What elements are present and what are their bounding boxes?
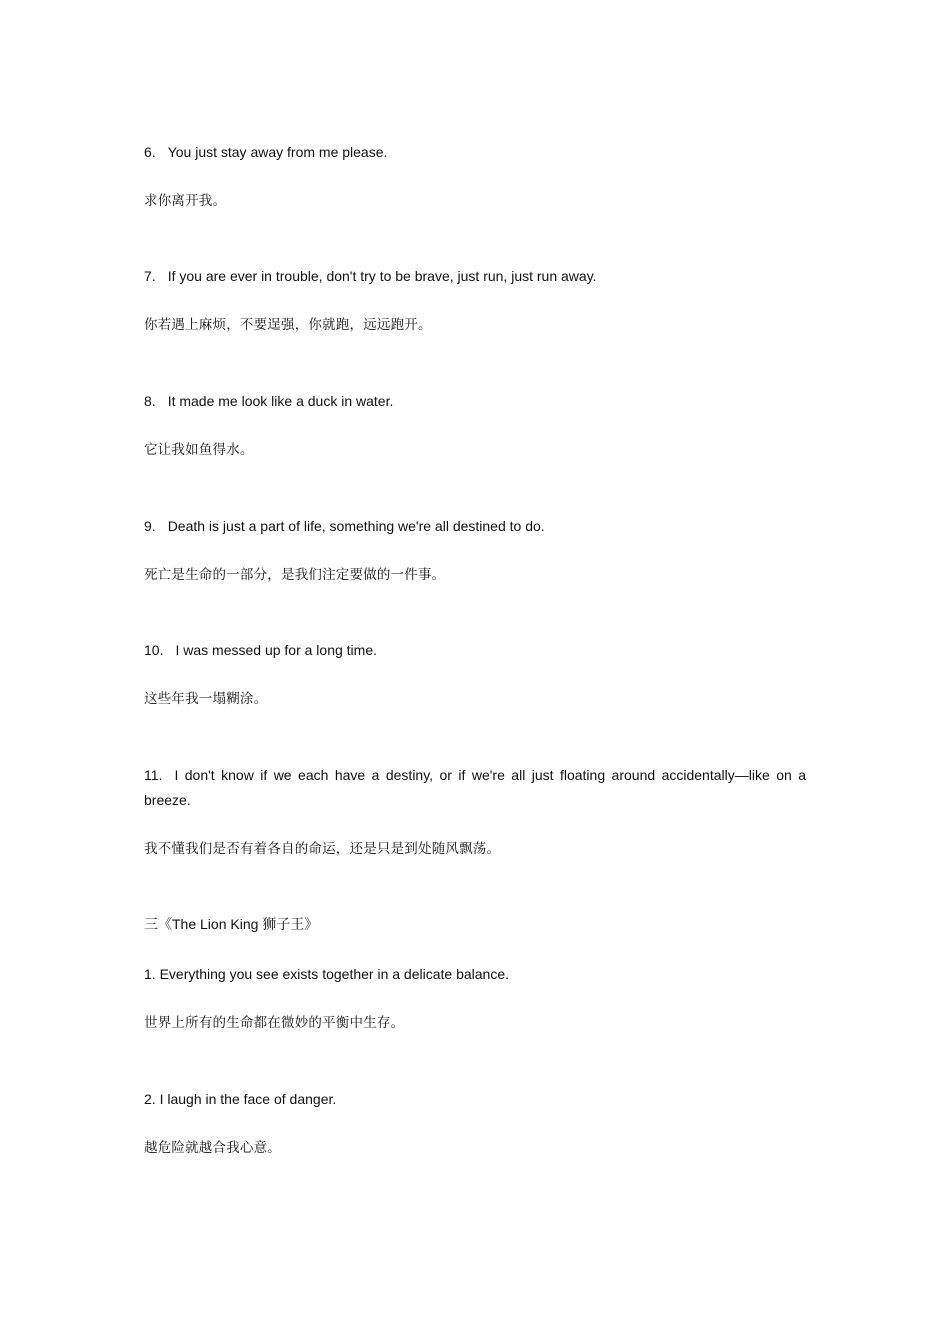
quote-10-chinese: 这些年我一塌糊涂。 [144,691,268,707]
quote-8-chinese: 它让我如鱼得水。 [144,442,254,458]
quote-6-number: 6. [144,144,156,160]
quote-11-text-line-1: I don't know if we each have a destiny, or if we're all just floating around accidentally—like on a [174,767,806,783]
lion-king-quote-2-english: 2. I laugh in the face of danger. [144,1091,337,1107]
lion-king-quote-1-english: 1. Everything you see exists together in a delicate balance. [144,966,509,982]
quote-9-number: 9. [144,518,156,534]
quote-9-chinese: 死亡是生命的一部分，是我们注定要做的一件事。 [144,567,446,583]
quote-6-text: You just stay away from me please. [167,144,388,160]
quote-11-english-line-2: breeze. [144,792,191,808]
lion-king-quote-2-chinese: 越危险就越合我心意。 [144,1140,281,1156]
quote-8-english [144,393,806,409]
lion-king-quote-1-chinese: 世界上所有的生命都在微妙的平衡中生存。 [144,1015,405,1031]
quote-11-number: 11. [144,767,163,783]
quote-7-text: If you are ever in trouble, don't try to be brave, just run, just run away. [167,268,597,284]
quote-8-text: It made me look like a duck in water. [167,393,394,409]
quote-7-chinese: 你若遇上麻烦，不要逞强，你就跑，远远跑开。 [144,317,432,333]
section-heading-lion-king: 三《The Lion King 狮子王》 [144,916,319,932]
quote-8-number: 8. [144,393,156,409]
quote-7-english [144,268,806,284]
quote-10-number: 10. [144,642,164,658]
quote-6-chinese: 求你离开我。 [144,193,227,209]
quote-11-english-line-1 [144,767,806,783]
quote-9-english [144,518,806,534]
quote-9-text: Death is just a part of life, something we're all destined to do. [167,518,545,534]
quote-10-english [144,642,806,658]
quote-11-chinese: 我不懂我们是否有着各自的命运，还是只是到处随风飘荡。 [144,841,501,857]
quote-7-number: 7. [144,268,156,284]
quote-10-text: I was messed up for a long time. [175,642,378,658]
quote-6-english [144,144,806,160]
